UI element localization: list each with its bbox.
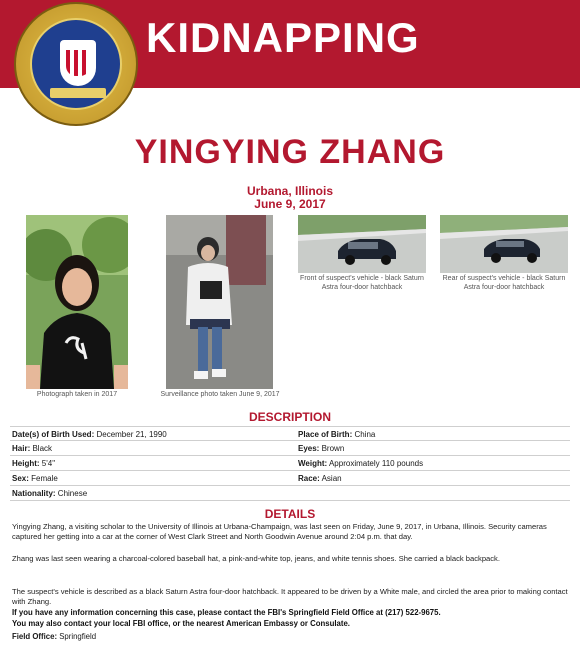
details-heading: DETAILS	[264, 507, 316, 521]
field-value: China	[354, 430, 376, 439]
table-row	[10, 456, 570, 471]
field-label: Race:	[298, 474, 320, 483]
field-office-label: Field Office:	[12, 632, 58, 641]
table-row	[10, 471, 570, 486]
surveillance-photo	[166, 215, 273, 389]
field-value: Chinese	[57, 489, 88, 498]
field-value: Approximately 110 pounds	[328, 459, 424, 468]
field-label: Place of Birth:	[298, 430, 353, 439]
seal-ribbon	[50, 88, 106, 98]
field-label: Hair:	[12, 444, 31, 453]
details-paragraph: The suspect's vehicle is described as a black Saturn Astra four-door hatchback. It appeared to be driven by a White male, and circled the area prior to making contact with Zhang.	[12, 587, 568, 606]
seal-stripes	[66, 50, 90, 76]
surveillance-caption: Surveillance photo taken June 9, 2017	[160, 391, 280, 398]
field-label: Sex:	[12, 474, 29, 483]
vehicle-front-caption: Front of suspect's vehicle - black Saturn Astra four-door hatchback	[300, 275, 424, 291]
subject-name: YINGYING ZHANG	[134, 133, 446, 171]
field-label: Nationality:	[12, 489, 56, 498]
field-value: Female	[31, 474, 58, 483]
field-value: December 21, 1990	[96, 430, 167, 439]
field-value: 5'4"	[41, 459, 56, 468]
field-value: Black	[32, 444, 53, 453]
table-row	[10, 426, 570, 441]
vehicle-rear-caption: Rear of suspect's vehicle - black Saturn Astra four-door hatchback	[442, 275, 566, 291]
description-heading: DESCRIPTION	[248, 410, 331, 424]
table-row	[10, 441, 570, 456]
field-value: Brown	[321, 444, 345, 453]
subject-date: June 9, 2017	[254, 197, 326, 211]
field-label: Height:	[12, 459, 40, 468]
contact-alternative: You may also contact your local FBI office, or the nearest American Embassy or Consulate.	[12, 619, 350, 628]
details-paragraph: Yingying Zhang, a visiting scholar to the University of Illinois at Urbana-Champaign, was last seen on Friday, June 9, 2017, in Urbana, Illinois. Security cameras captured her getting into a car at the corner of West Clark Street and North Goodwin Avenue around 2:04 p.m. that day.	[12, 522, 547, 541]
field-label: Eyes:	[298, 444, 320, 453]
field-label: Weight:	[298, 459, 328, 468]
table-row	[10, 486, 570, 501]
details-paragraph: Zhang was last seen wearing a charcoal-colored baseball hat, a pink-and-white top, jeans, and white tennis shoes. She carried a black backpack.	[12, 554, 500, 563]
fbi-seal	[14, 2, 138, 126]
poster-title: KIDNAPPING	[146, 14, 420, 61]
field-office	[12, 632, 96, 641]
portrait-caption: Photograph taken in 2017	[36, 391, 118, 398]
vehicle-rear-photo	[440, 215, 568, 273]
field-value: Asian	[321, 474, 342, 483]
subject-location: Urbana, Illinois	[246, 184, 333, 198]
seal-center	[30, 18, 122, 110]
portrait-photo	[26, 215, 128, 389]
description-table	[10, 426, 570, 501]
contact-info: If you have any information concerning this case, please contact the FBI's Springfield Field Office at (217) 522-9675.	[12, 608, 441, 617]
vehicle-front-photo	[298, 215, 426, 273]
field-label: Date(s) of Birth Used:	[12, 430, 95, 439]
field-office-value: Springfield	[59, 632, 97, 641]
